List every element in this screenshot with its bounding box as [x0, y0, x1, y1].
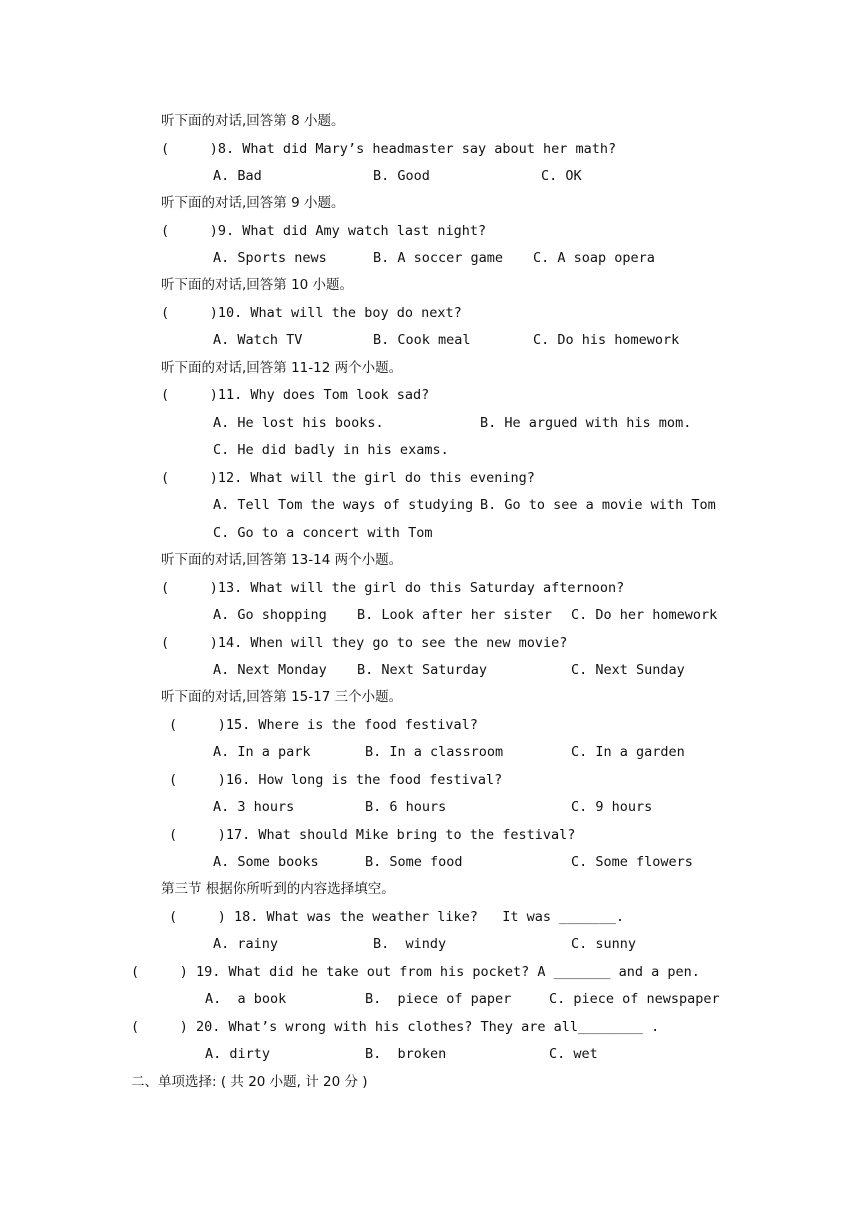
option-16c: C. 9 hours	[571, 799, 653, 815]
option-20b: B. broken	[365, 1046, 447, 1062]
option-8b: B. Good	[373, 168, 430, 184]
section-header-q9: 听下面的对话,回答第 9 小题。	[161, 195, 345, 211]
section-2-header: 二、单项选择: ( 共 20 小题, 计 20 分 )	[131, 1074, 368, 1090]
section-header-q13-14: 听下面的对话,回答第 13-14 两个小题。	[161, 552, 403, 568]
option-12b: B. Go to see a movie with Tom	[480, 497, 716, 513]
option-15a: A. In a park	[213, 744, 311, 760]
question-8: ( )8. What did Mary’s headmaster say about her math?	[161, 141, 617, 157]
option-20a: A. dirty	[205, 1046, 271, 1062]
option-9a: A. Sports news	[213, 250, 327, 266]
option-17a: A. Some books	[213, 854, 319, 870]
option-18a: A. rainy	[213, 936, 279, 952]
option-13a: A. Go shopping	[213, 607, 327, 623]
option-10a: A. Watch TV	[213, 332, 303, 348]
option-12a: A. Tell Tom the ways of studying	[213, 497, 474, 513]
option-15b: B. In a classroom	[365, 744, 504, 760]
option-19a: A. a book	[205, 991, 287, 1007]
option-14a: A. Next Monday	[213, 662, 327, 678]
option-8c: C. OK	[541, 168, 582, 184]
option-14b: B. Next Saturday	[357, 662, 488, 678]
question-17: ( )17. What should Mike bring to the festival?	[169, 827, 576, 843]
option-19b: B. piece of paper	[365, 991, 512, 1007]
option-13c: C. Do her homework	[571, 607, 718, 623]
question-19: ( ) 19. What did he take out from his pocket? A _______ and a pen.	[131, 964, 700, 980]
option-16b: B. 6 hours	[365, 799, 447, 815]
option-11a: A. He lost his books.	[213, 415, 384, 431]
option-19c: C. piece of newspaper	[549, 991, 720, 1007]
option-18b: B. windy	[373, 936, 447, 952]
option-20c: C. wet	[549, 1046, 598, 1062]
section-header-q11-12: 听下面的对话,回答第 11-12 两个小题。	[161, 360, 403, 376]
option-12c: C. Go to a concert with Tom	[213, 525, 433, 541]
option-14c: C. Next Sunday	[571, 662, 685, 678]
option-17c: C. Some flowers	[571, 854, 693, 870]
question-16: ( )16. How long is the food festival?	[169, 772, 503, 788]
question-15: ( )15. Where is the food festival?	[169, 717, 478, 733]
question-11: ( )11. Why does Tom look sad?	[161, 387, 430, 403]
option-13b: B. Look after her sister	[357, 607, 553, 623]
section-3-header: 第三节 根据你所听到的内容选择填空。	[161, 881, 395, 897]
option-10c: C. Do his homework	[533, 332, 680, 348]
option-15c: C. In a garden	[571, 744, 685, 760]
option-11c: C. He did badly in his exams.	[213, 442, 449, 458]
option-8a: A. Bad	[213, 168, 262, 184]
option-16a: A. 3 hours	[213, 799, 295, 815]
question-12: ( )12. What will the girl do this evening?	[161, 470, 535, 486]
option-9c: C. A soap opera	[533, 250, 655, 266]
option-18c: C. sunny	[571, 936, 637, 952]
question-20: ( ) 20. What’s wrong with his clothes? They are all________ .	[131, 1019, 660, 1035]
section-header-q15-17: 听下面的对话,回答第 15-17 三个小题。	[161, 689, 403, 705]
option-10b: B. Cook meal	[373, 332, 471, 348]
question-14: ( )14. When will they go to see the new movie?	[161, 635, 568, 651]
question-18: ( ) 18. What was the weather like? It was _______.	[169, 909, 625, 925]
section-header-q10: 听下面的对话,回答第 10 小题。	[161, 277, 354, 293]
question-10: ( )10. What will the boy do next?	[161, 305, 462, 321]
question-9: ( )9. What did Amy watch last night?	[161, 223, 487, 239]
section-header-q8: 听下面的对话,回答第 8 小题。	[161, 113, 345, 129]
question-13: ( )13. What will the girl do this Saturday afternoon?	[161, 580, 625, 596]
option-9b: B. A soccer game	[373, 250, 504, 266]
option-17b: B. Some food	[365, 854, 463, 870]
option-11b: B. He argued with his mom.	[480, 415, 692, 431]
